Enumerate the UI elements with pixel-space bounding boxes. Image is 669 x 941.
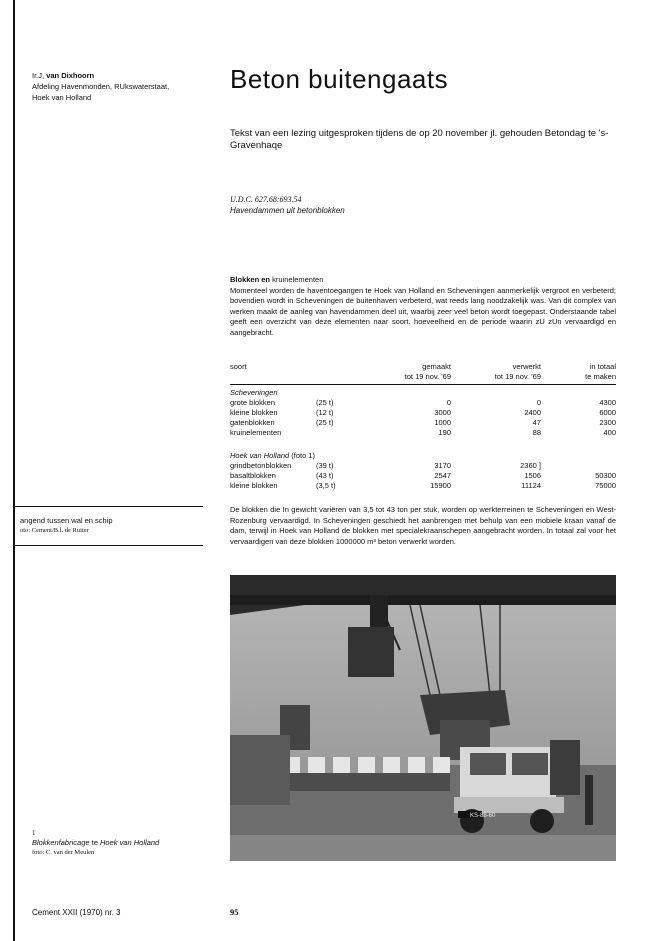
table-row: kleine blokken (3,5 t) 15900 11124 75000 — [230, 481, 616, 490]
table-row: kruinelementen 190 88 400 — [230, 428, 616, 437]
table-row: grote blokken (25 t) 0 0 4300 — [230, 398, 616, 407]
table-group-scheveningen: Scheveningen — [230, 388, 278, 397]
photo-credit: foto: C. van der Meulen — [32, 849, 95, 856]
header-totaal: in totaal te maken — [585, 362, 616, 381]
blocks-table — [230, 362, 616, 491]
caption-middle — [20, 516, 113, 536]
body-paragraph-2: De blokken die In gewicht variëren van 3,5 tot 43 ton per stuk, worden op werkterreinen te Scheveningen en West-Rozenburg vervaardigd. In Scheveningen geschiedt het aanbrengen met behulp van een mobiele kraan vanaf de dam, terwijl in Hoek van Holland de blokken met specialekraanschepen aangebracht worden. In totaal zal voor het vervaardigen van deze blokken 1000000 m³ beton verwerkt worden. — [230, 505, 616, 546]
header-verwerkt: verwerkt tot 19 nov. '69 — [494, 362, 541, 381]
article-title: Beton buitengaats — [230, 64, 449, 94]
table-header-row — [230, 362, 616, 385]
journal-footer: Cement XXII (1970) nr. 3 — [32, 908, 121, 917]
udc-block — [230, 194, 345, 216]
header-soort: soort — [230, 362, 247, 371]
author-department: Afdeling Havenmonden, RUkswaterstaat, — [32, 82, 170, 91]
table-row: grindbetonblokken (39 t) 3170 2360 ] — [230, 461, 541, 470]
section-blokken — [230, 275, 616, 338]
author-block — [32, 70, 169, 103]
photo-caption — [32, 828, 159, 858]
table-group-hoek-van-holland: Hoek van Holland (foto 1) — [230, 451, 316, 460]
author-name: van Dixhoorn — [46, 71, 95, 80]
section-heading-rest: kruinelementen — [272, 275, 324, 284]
caption-text-2: Hoek van Holland — [100, 838, 160, 847]
caption-bottom-rule — [13, 545, 203, 546]
photo-block-fabrication — [230, 575, 616, 861]
author-prefix: Ir.J, — [32, 71, 45, 80]
caption-middle-credit: oto: Cement/B.l. de Ruiter — [20, 527, 89, 534]
photo-number: 1 — [32, 829, 36, 837]
truck-plate: KS-88-60 — [470, 813, 496, 819]
table-row: kleine blokken (12 t) 3000 2400 6000 — [230, 408, 616, 417]
caption-text-1: Blokkenfabricage — [32, 838, 90, 847]
header-gemaakt: gemaakt tot 19 nov. '69 — [404, 362, 451, 381]
udc-code: U.D.C. 627.68:693.54 — [230, 195, 302, 204]
table-row: basaltblokken (43 t) 2547 1506 50300 — [230, 471, 616, 480]
page-number: 95 — [230, 907, 239, 917]
author-location: Hoek van Holland — [32, 93, 92, 102]
article-subtitle: Tekst van een lezing uitgesproken tijdens de op 20 november jl. gehouden Betondag te 's-Gravenhaqe — [230, 128, 609, 151]
caption-middle-text: angend tussen wal en schip — [20, 516, 113, 525]
udc-keyword: Havendammen uit betonblokken — [230, 206, 345, 215]
caption-top-rule — [13, 506, 203, 507]
caption-text-mid: te — [91, 838, 98, 847]
section-body-text: Momenteel worden de haventoegangen te Hoek van Holland en Scheveningen aanmerkelijk vergroot en verbeterd; bovendien wordt in Scheveningen de buitenhaven verbeterd, wat reeds lang noodzakelijk was. Van dit complex van werken maakt de aanleg van havendammen deel uit, waarbij zeer veel beton wordt toegepast. Onderstaande tabel geeft een overzicht van deze elementen naar soort. hoeveelheid en de periode waarin zU zUn vervaardigd en aangebracht. — [230, 285, 616, 337]
section-heading-bold: Blokken en — [230, 275, 271, 284]
left-vertical-rule — [13, 0, 15, 941]
table-row: gatenblokken (25 t) 1000 47 2300 — [230, 418, 616, 427]
